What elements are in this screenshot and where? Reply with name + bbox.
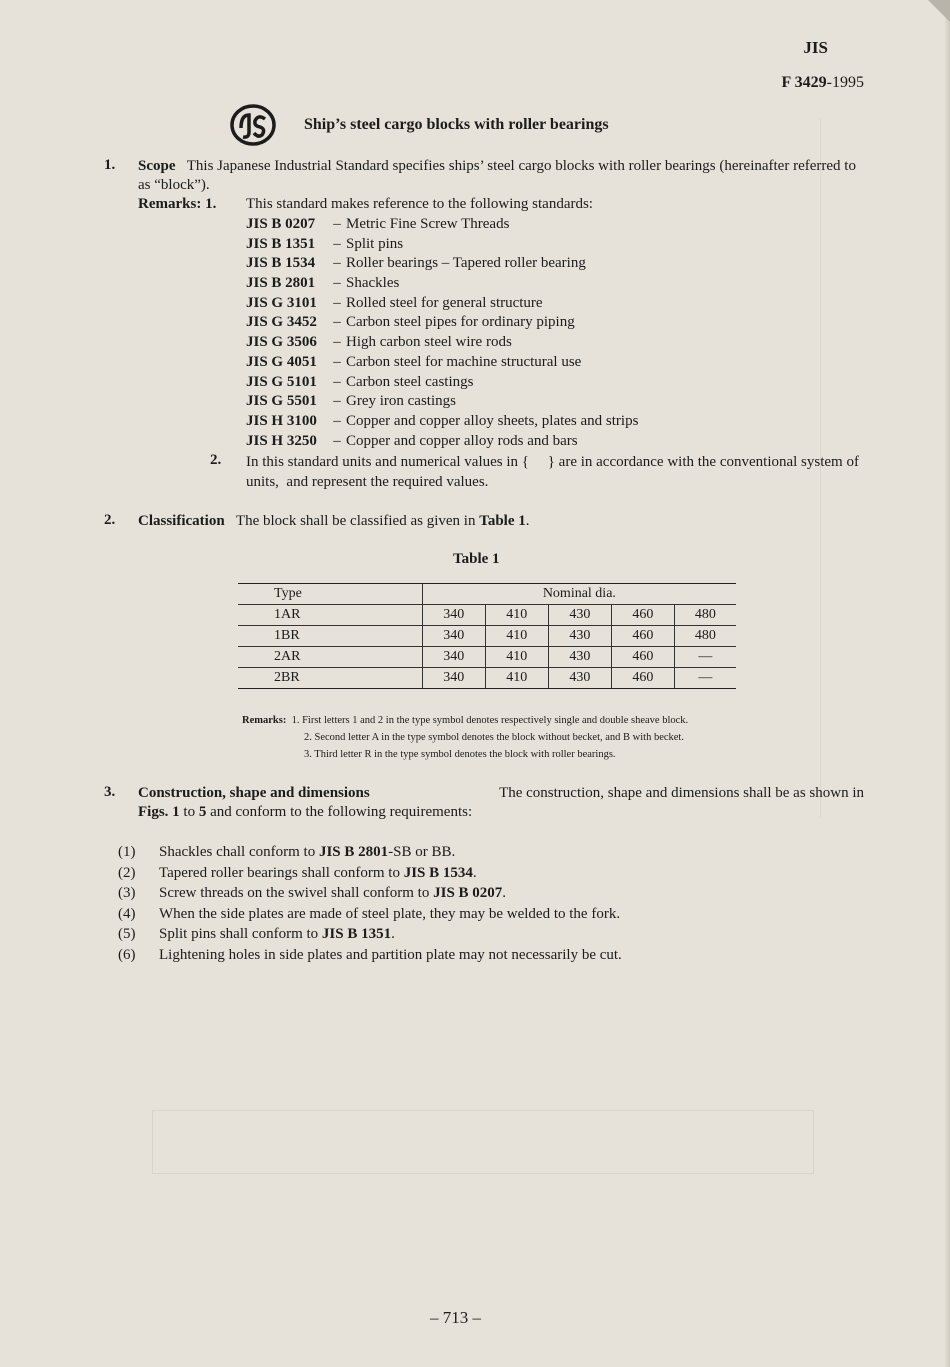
dia-cell: 410 [485, 647, 548, 668]
dia-cell: 430 [548, 668, 611, 689]
section-1-text [138, 157, 864, 195]
section-3-heading: Construction, shape and dimensions [138, 785, 370, 801]
type-cell: 2AR [238, 647, 422, 668]
page-number: – 713 – [430, 1308, 481, 1327]
remark-2-number: 2. [210, 452, 222, 468]
dia-cell: 480 [674, 605, 736, 626]
requirement-item: (3) Screw threads on the swivel shall conform to JIS B 0207. [118, 885, 507, 901]
jis-mark-icon [228, 102, 278, 148]
reference-item: JIS G 5501 – Grey iron castings [246, 393, 456, 410]
dia-cell: 460 [611, 626, 674, 647]
column-header-type: Type [238, 584, 422, 605]
table-row [238, 647, 736, 668]
type-cell: 2BR [238, 668, 422, 689]
dia-cell: 340 [422, 626, 485, 647]
reference-item: JIS H 3100 – Copper and copper alloy sheets, plates and strips [246, 412, 639, 429]
dia-cell: 480 [674, 626, 736, 647]
reference-item: JIS G 3101 – Rolled steel for general structure [246, 294, 543, 311]
section-1-number: 1. [104, 157, 116, 173]
header-org: JIS [803, 38, 828, 57]
reference-item: JIS G 3506 – High carbon steel wire rods [246, 334, 512, 351]
section-1-body: This Japanese Industrial Standard specifies ships’ steel cargo blocks with roller bearings (hereinafter referred to as “block”). [138, 158, 856, 193]
reference-item: JIS B 1534 – Roller bearings – Tapered roller bearing [246, 255, 586, 272]
requirement-item: (2) Tapered roller bearings shall conform to JIS B 1534. [118, 864, 477, 881]
section-3-text: Construction, shape and dimensions The construction, shape and dimensions shall be as shown in Figs. 1 to 5 and conform to the following requirements: [138, 785, 864, 820]
requirement-item: (1) Shackles chall conform to JIS B 2801-SB or BB. [118, 844, 456, 860]
table-row [238, 668, 736, 689]
dia-cell: 460 [611, 605, 674, 626]
section-1-heading: Scope [138, 158, 176, 174]
table-header-row [238, 584, 736, 605]
dia-cell: 460 [611, 668, 674, 689]
table-remark: 3. Third letter R in the type symbol denotes the block with roller bearings. [304, 749, 616, 760]
remarks-label: Remarks: 1. [138, 196, 217, 212]
reference-item: JIS B 1351 – Split pins [246, 235, 404, 252]
dia-cell: 410 [485, 605, 548, 626]
table-remark: 2. Second letter A in the type symbol denotes the block without becket, and B with becket. [304, 732, 684, 743]
show-through-table [152, 1110, 814, 1174]
reference-item: JIS G 4051 – Carbon steel for machine structural use [246, 353, 582, 370]
reference-item: JIS B 0207 – Metric Fine Screw Threads [246, 216, 510, 232]
requirement-item: (6) Lightening holes in side plates and partition plate may not necessarily be cut. [118, 946, 622, 963]
table-row [238, 626, 736, 647]
section-2-number: 2. [104, 512, 116, 528]
page-corner [928, 0, 950, 22]
header-standard-number: F 3429-1995 [781, 74, 864, 91]
dia-cell: 460 [611, 647, 674, 668]
reference-item: JIS G 3452 – Carbon steel pipes for ordinary piping [246, 314, 575, 331]
type-cell: 1AR [238, 605, 422, 626]
section-2-heading: Classification [138, 513, 225, 529]
table-remarks-label: Remarks: [242, 715, 287, 726]
dia-cell: 430 [548, 647, 611, 668]
dia-cell: 340 [422, 647, 485, 668]
requirement-item: (5) Split pins shall conform to JIS B 1351. [118, 926, 395, 942]
table-1-remarks [242, 712, 688, 763]
dia-cell: 340 [422, 605, 485, 626]
dia-cell: 430 [548, 605, 611, 626]
dia-cell: 410 [485, 668, 548, 689]
dia-cell: 340 [422, 668, 485, 689]
reference-item: JIS G 5101 – Carbon steel castings [246, 373, 474, 390]
dia-cell: — [674, 668, 736, 689]
reference-list [246, 215, 638, 451]
dia-cell: 430 [548, 626, 611, 647]
table-remark: 1. First letters 1 and 2 in the type symbol denotes respectively single and double sheave block. [291, 715, 689, 726]
page-title: Ship’s steel cargo blocks with roller bearings [304, 116, 609, 133]
section-2-text: Classification The block shall be classified as given in Table 1. [138, 513, 530, 529]
remark-1-text: This standard makes reference to the following standards: [246, 196, 593, 212]
remark-2-text: In this standard units and numerical values in { } are in accordance with the conventional system of units, and represent the required values. [246, 454, 863, 490]
requirements-list [118, 842, 622, 965]
reference-item: JIS B 2801 – Shackles [246, 275, 400, 292]
table-1-title: Table 1 [453, 551, 500, 567]
table-row [238, 605, 736, 626]
table-1 [238, 583, 736, 689]
page-edge [944, 0, 950, 1367]
column-header-nominal-dia: Nominal dia. [422, 584, 736, 605]
dia-cell: 410 [485, 626, 548, 647]
reference-item: JIS H 3250 – Copper and copper alloy rods and bars [246, 432, 578, 449]
type-cell: 1BR [238, 626, 422, 647]
requirement-item: (4) When the side plates are made of steel plate, they may be welded to the fork. [118, 905, 621, 922]
section-3-number: 3. [104, 784, 116, 800]
dia-cell: — [674, 647, 736, 668]
